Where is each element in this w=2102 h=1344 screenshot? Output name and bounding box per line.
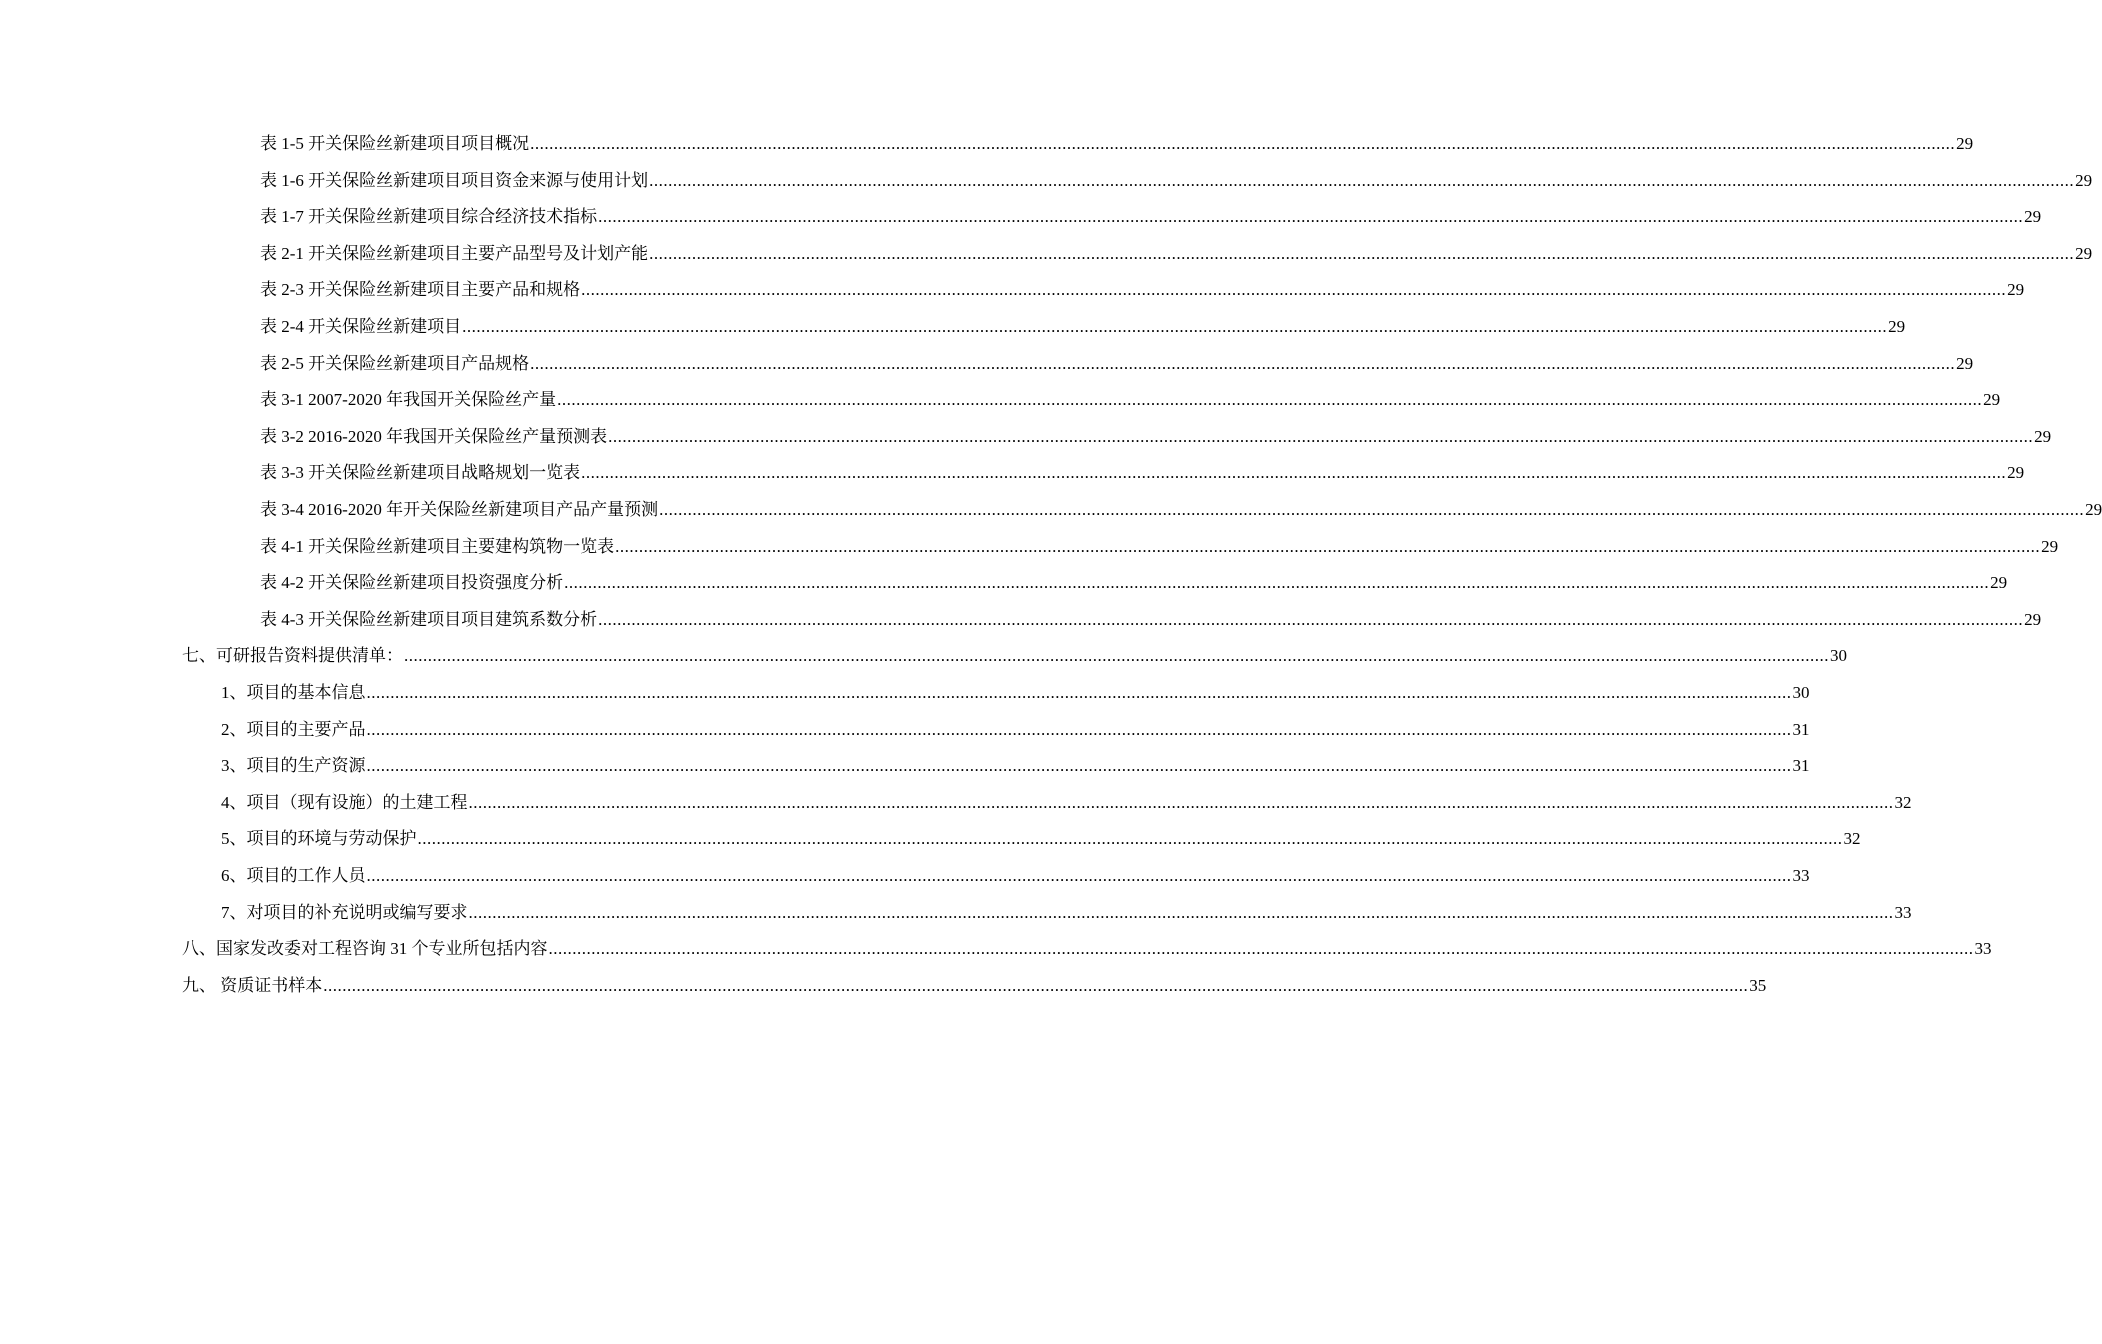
toc-entry-label: 表 2-3 开关保险丝新建项目主要产品和规格 [260, 280, 581, 299]
toc-entry-label: 表 2-1 开关保险丝新建项目主要产品型号及计划产能 [260, 244, 649, 263]
toc-entry[interactable] [260, 448, 2025, 484]
toc-dot-leader: ............................................................................................................................................................................................................................................................................................................ [366, 756, 1792, 775]
toc-dot-leader: ............................................................................................................................................................................................................................................................................................................ [468, 793, 1894, 812]
toc-entry[interactable] [260, 302, 1906, 338]
toc-dot-leader: ............................................................................................................................................................................................................................................................................................................ [468, 903, 1894, 922]
toc-entry[interactable] [260, 485, 2102, 521]
toc-dot-leader: ............................................................................................................................................................................................................................................................................................................ [366, 866, 1792, 885]
toc-entry[interactable] [260, 339, 1974, 375]
toc-entry[interactable] [260, 265, 2025, 301]
toc-entry[interactable] [260, 412, 2052, 448]
toc-page-number: 31 [1792, 720, 1810, 739]
toc-entry-label: 表 1-7 开关保险丝新建项目综合经济技术指标 [260, 207, 598, 226]
toc-entry[interactable] [182, 924, 1992, 960]
toc-dot-leader: ............................................................................................................................................................................................................................................................................................................ [659, 500, 2085, 519]
toc-page-number: 29 [2007, 280, 2025, 299]
toc-dot-leader: ............................................................................................................................................................................................................................................................................................................ [598, 610, 2024, 629]
toc-dot-leader: ............................................................................................................................................................................................................................................................................................................ [462, 317, 1888, 336]
toc-page-number: 29 [2024, 207, 2042, 226]
toc-entry-label: 4、项目（现有设施）的土建工程 [221, 793, 468, 812]
toc-page-number: 33 [1894, 903, 1912, 922]
toc-entry[interactable] [260, 375, 2001, 411]
toc-entry[interactable] [221, 741, 1810, 777]
toc-page-number: 35 [1749, 976, 1767, 995]
toc-page-number: 32 [1894, 793, 1912, 812]
toc-dot-leader: ............................................................................................................................................................................................................................................................................................................ [366, 683, 1792, 702]
toc-entry-label: 3、项目的生产资源 [221, 756, 366, 775]
toc-page-number: 29 [1983, 390, 2001, 409]
toc-entry[interactable] [260, 229, 2093, 265]
toc-dot-leader: ............................................................................................................................................................................................................................................................................................................ [649, 171, 2075, 190]
toc-dot-leader: ............................................................................................................................................................................................................................................................................................................ [417, 829, 1843, 848]
toc-dot-leader: ............................................................................................................................................................................................................................................................................................................ [649, 244, 2075, 263]
toc-page-number: 32 [1843, 829, 1861, 848]
toc-page-number: 29 [1956, 134, 1974, 153]
toc-entry-label: 表 3-3 开关保险丝新建项目战略规划一览表 [260, 463, 581, 482]
toc-entry[interactable] [221, 668, 1810, 704]
toc-dot-leader: ............................................................................................................................................................................................................................................................................................................ [548, 939, 1974, 958]
toc-entry-label: 表 4-1 开关保险丝新建项目主要建构筑物一览表 [260, 537, 615, 556]
toc-entry[interactable] [221, 778, 1912, 814]
toc-entry[interactable] [260, 156, 2093, 192]
toc-page-number: 29 [2034, 427, 2052, 446]
toc-page-number: 30 [1830, 646, 1847, 665]
toc-page-number: 29 [2041, 537, 2059, 556]
toc-entry[interactable] [221, 851, 1810, 887]
toc-entry-label: 7、对项目的补充说明或编写要求 [221, 903, 468, 922]
toc-page-number: 29 [2007, 463, 2025, 482]
toc-entry-label: 2、项目的主要产品 [221, 720, 366, 739]
toc-dot-leader: ............................................................................................................................................................................................................................................................................................................ [404, 646, 1829, 665]
toc-dot-leader: ............................................................................................................................................................................................................................................................................................................ [530, 134, 1956, 153]
toc-page-number: 29 [1990, 573, 2008, 592]
toc-entry[interactable] [260, 558, 2008, 594]
toc-dot-leader: ............................................................................................................................................................................................................................................................................................................ [530, 354, 1956, 373]
toc-dot-leader: ............................................................................................................................................................................................................................................................................................................ [598, 207, 2024, 226]
toc-entry-label: 表 1-5 开关保险丝新建项目项目概况 [260, 134, 530, 153]
toc-page-number: 33 [1792, 866, 1810, 885]
toc-entry-label: 表 3-2 2016-2020 年我国开关保险丝产量预测表 [260, 427, 608, 446]
toc-page-number: 29 [2075, 244, 2093, 263]
toc-entry[interactable] [182, 631, 1847, 667]
toc-entry-label: 表 1-6 开关保险丝新建项目项目资金来源与使用计划 [260, 171, 649, 190]
toc-entry[interactable] [182, 961, 1767, 997]
toc-entry-label: 九、 资质证书样本 [182, 976, 323, 995]
toc-entry[interactable] [221, 814, 1861, 850]
toc-page-number: 30 [1792, 683, 1810, 702]
toc-entry-label: 七、可研报告资料提供清单： [182, 646, 403, 665]
toc-entry-label: 5、项目的环境与劳动保护 [221, 829, 417, 848]
toc-page-number: 29 [2085, 500, 2102, 519]
toc-entry[interactable] [260, 595, 2042, 631]
toc-dot-leader: ............................................................................................................................................................................................................................................................................................................ [581, 463, 2007, 482]
toc-entry-label: 表 3-1 2007-2020 年我国开关保险丝产量 [260, 390, 557, 409]
toc-dot-leader: ............................................................................................................................................................................................................................................................................................................ [557, 390, 1983, 409]
toc-entry[interactable] [221, 888, 1912, 924]
toc-entry[interactable] [260, 522, 2059, 558]
toc-entry-label: 表 2-4 开关保险丝新建项目 [260, 317, 462, 336]
toc-page-number: 29 [1956, 354, 1974, 373]
toc-dot-leader: ............................................................................................................................................................................................................................................................................................................ [615, 537, 2041, 556]
toc-page-number: 29 [2075, 171, 2093, 190]
toc-page-number: 29 [1888, 317, 1906, 336]
toc-page-number: 33 [1974, 939, 1992, 958]
toc-entry-label: 表 3-4 2016-2020 年开关保险丝新建项目产品产量预测 [260, 500, 659, 519]
toc-dot-leader: ............................................................................................................................................................................................................................................................................................................ [608, 427, 2034, 446]
toc-dot-leader: ............................................................................................................................................................................................................................................................................................................ [564, 573, 1990, 592]
toc-entry[interactable] [260, 119, 1974, 155]
toc-entry-label: 表 2-5 开关保险丝新建项目产品规格 [260, 354, 530, 373]
toc-entry-label: 6、项目的工作人员 [221, 866, 366, 885]
toc-dot-leader: ............................................................................................................................................................................................................................................................................................................ [323, 976, 1749, 995]
toc-entry-label: 1、项目的基本信息 [221, 683, 366, 702]
toc-entry-label: 表 4-2 开关保险丝新建项目投资强度分析 [260, 573, 564, 592]
toc-entry[interactable] [221, 705, 1810, 741]
toc-page-number: 31 [1792, 756, 1810, 775]
toc-entry-label: 八、国家发改委对工程咨询 31 个专业所包括内容 [182, 939, 548, 958]
toc-entry-label: 表 4-3 开关保险丝新建项目项目建筑系数分析 [260, 610, 598, 629]
toc-dot-leader: ............................................................................................................................................................................................................................................................................................................ [581, 280, 2007, 299]
toc-dot-leader: ............................................................................................................................................................................................................................................................................................................ [366, 720, 1792, 739]
toc-page-number: 29 [2024, 610, 2042, 629]
toc-entry[interactable] [260, 192, 2042, 228]
